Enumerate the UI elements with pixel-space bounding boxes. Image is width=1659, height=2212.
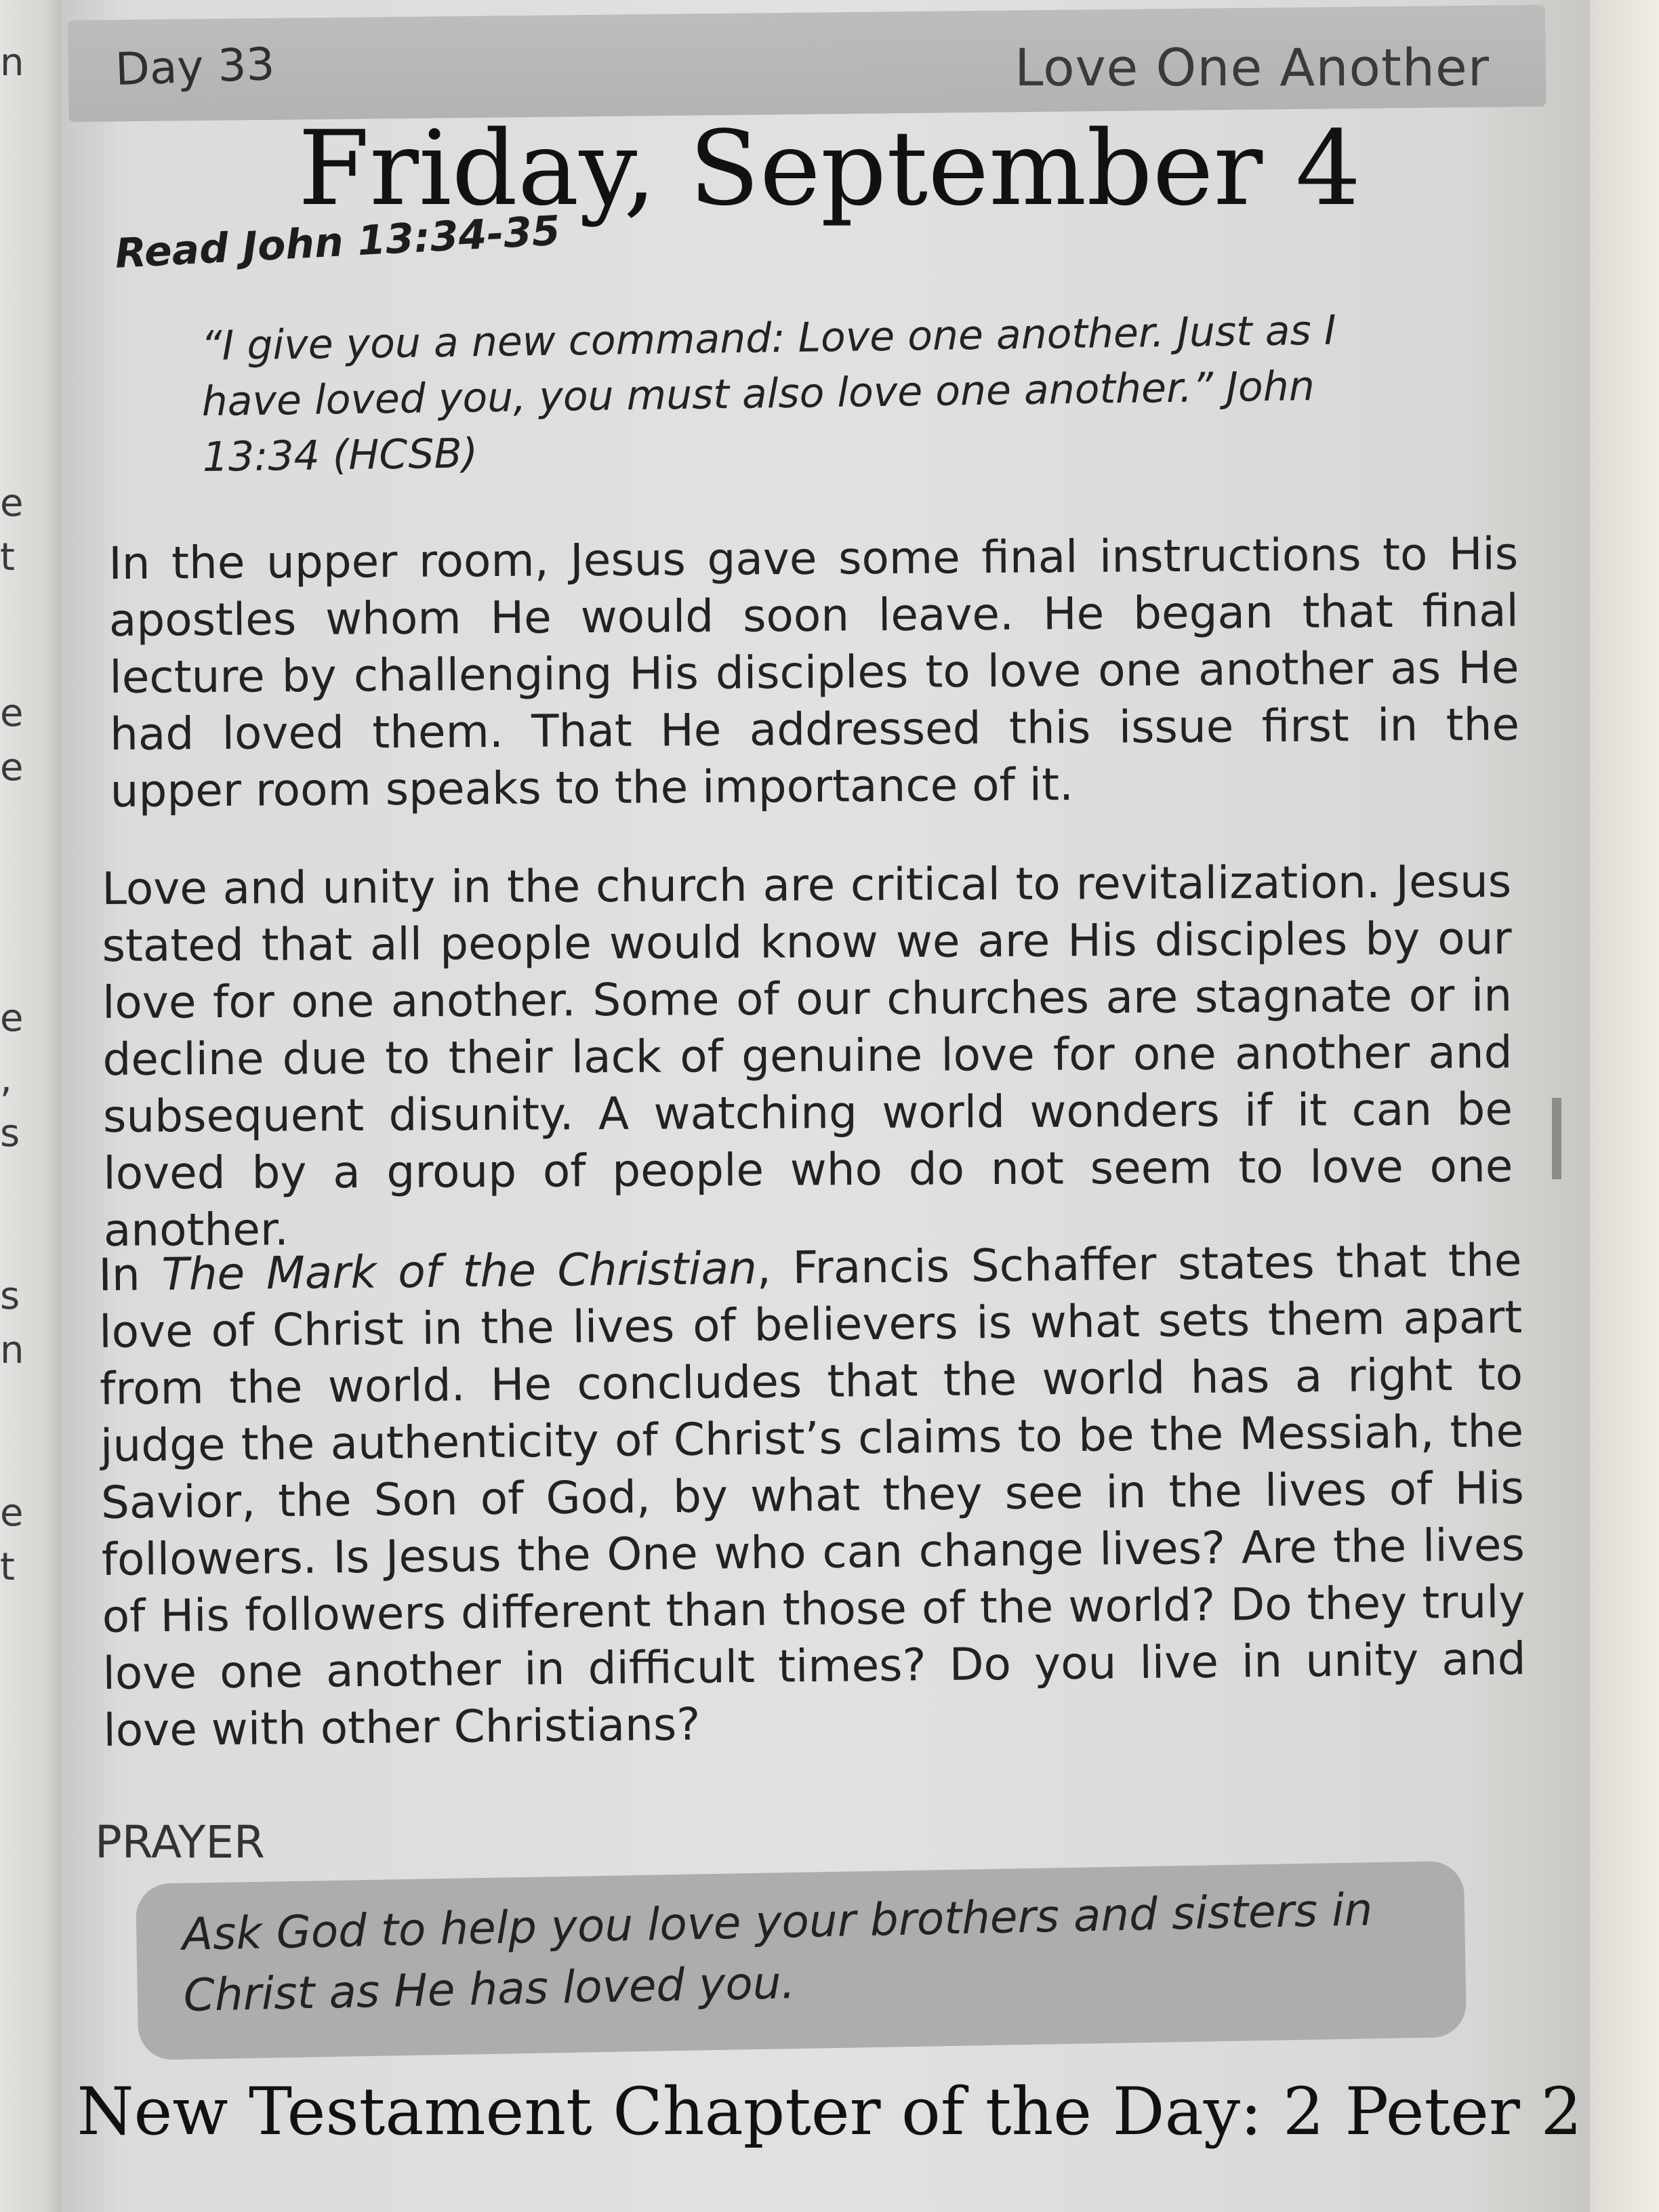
left-page-fragment: n	[0, 41, 24, 85]
paragraph-1: In the upper room, Jesus gave some final instructions to His apostles whom He would soon leave. He began that final lecture by challenging His disciples to love one another as He had loved them. That He addressed this issue first in the upper room speaks to the importance of it.	[108, 527, 1520, 817]
left-page-fragment: t	[0, 1545, 15, 1589]
paragraph-2: Love and unity in the church are critical to revitalization. Jesus stated that all people would know we are His disciples by our love for one another. Some of our churches are stagnate or in decline due to their lack of genuine love for one another and subsequent disunity. A watching world wonders if it can be loved by a group of people who do not seem to love one another.	[102, 855, 1513, 1256]
left-page-edge	[0, 0, 65, 2212]
left-page-fragment: n	[0, 1328, 24, 1372]
paragraph-3-prefix: In	[98, 1248, 162, 1301]
book-title: The Mark of the Christian	[161, 1242, 758, 1301]
left-page-fragment: e	[0, 1491, 24, 1535]
chapter-of-the-day: New Testament Chapter of the Day: 2 Peter 2	[77, 2074, 1582, 2150]
section-title: Love One Another	[1015, 37, 1490, 98]
date-heading: Friday, September 4	[298, 108, 1361, 228]
left-page-fragment: t	[0, 535, 15, 579]
left-page-fragment: s	[0, 1111, 20, 1155]
paragraph-3-body: , Francis Schaffer states that the love of Christ in the lives of believers is what sets them apart from the world. He concludes that the world has a right to judge the authenticity of Christ’s claims to be the Messiah, the Savior, the Son of God, by what they see in the lives of His followers. Is Jesus the One who can change lives? Are the lives of His followers different than those of the world? Do they truly love one another in difficult times? Do you live in unity and love with other Christians?	[98, 1234, 1526, 1757]
paragraph-3	[98, 1232, 1527, 1759]
left-page-fragment: e	[0, 745, 24, 790]
left-page-fragment: e	[0, 691, 24, 735]
left-page-fragment: e	[0, 996, 24, 1040]
prayer-text: Ask God to help you love your brothers and sisters in Christ as He has loved you.	[182, 1883, 1373, 2022]
reading-reference: Read John 13:34-35	[114, 207, 562, 278]
left-page-fragment: s	[0, 1274, 20, 1318]
prayer-label: PRAYER	[95, 1816, 265, 1868]
left-page-fragment: e	[0, 481, 24, 525]
scripture-verse: “I give you a new command: Love one another. Just as I have loved you, you must also love one another.” John 13:34 (HCSB)	[201, 306, 1337, 481]
left-page-fragment: ,	[0, 1057, 12, 1101]
page-edge-shadow	[1552, 1098, 1561, 1179]
background-wall	[1578, 0, 1659, 2212]
day-label: Day 33	[114, 37, 276, 96]
